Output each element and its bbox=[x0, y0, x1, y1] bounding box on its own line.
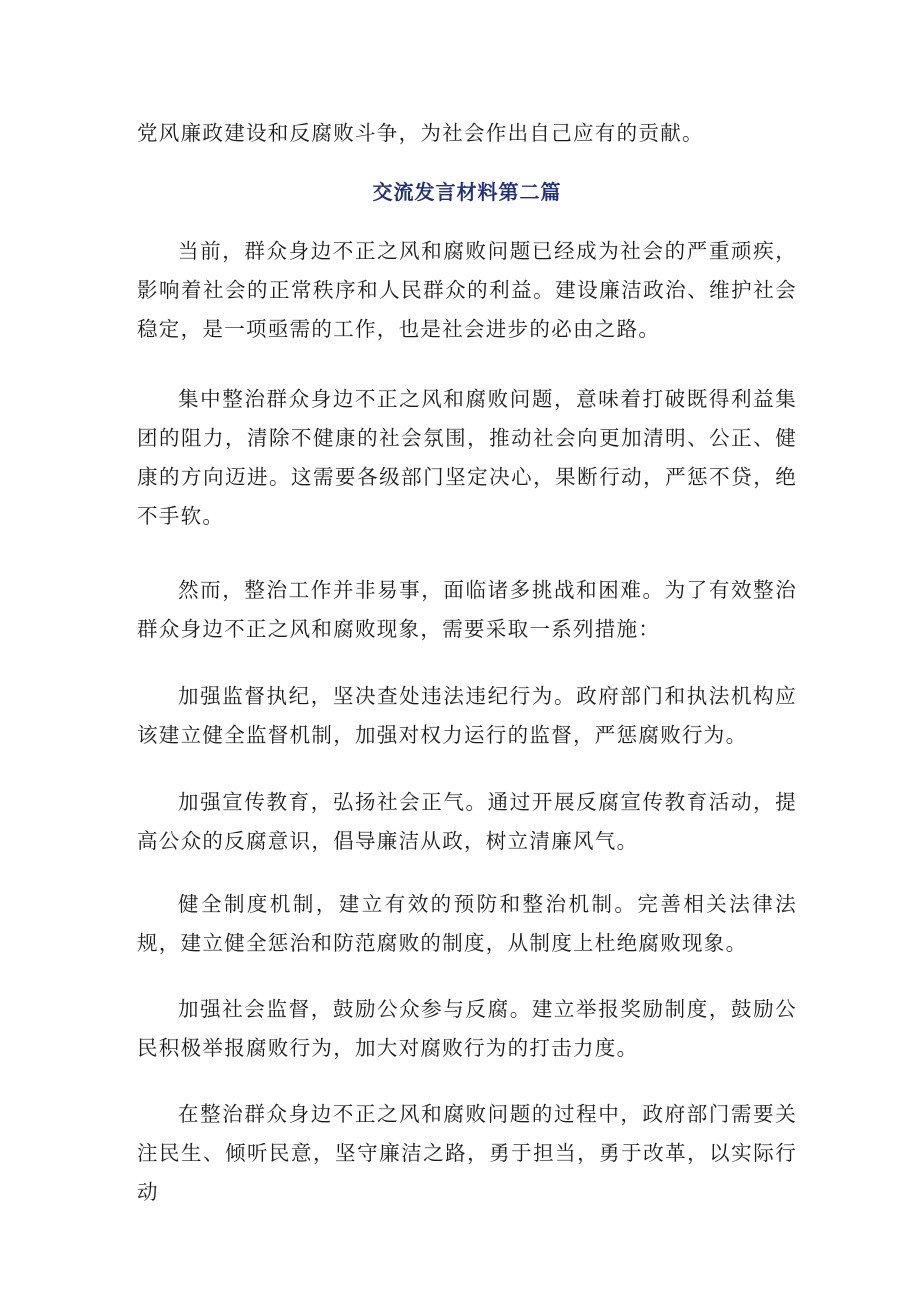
paragraph-4: 加强监督执纪，坚决查处违法违纪行为。政府部门和执法机构应该建立健全监督机制，加强对权力运行的监督，严惩腐败行为。 bbox=[137, 684, 797, 747]
paragraph-7: 加强社会监督，鼓励公众参与反腐。建立举报奖励制度，鼓励公民积极举报腐败行为，加大对腐败行为的打击力度。 bbox=[137, 997, 797, 1060]
paragraph-1: 当前，群众身边不正之风和腐败问题已经成为社会的严重顽疾，影响着社会的正常秩序和人民群众的利益。建设廉洁政治、维护社会稳定，是一项亟需的工作，也是社会进步的必由之路。 bbox=[137, 239, 797, 341]
paragraph-2: 集中整治群众身边不正之风和腐败问题，意味着打破既得利益集团的阻力，清除不健康的社会氛围，推动社会向更加清明、公正、健康的方向迈进。这需要各级部门坚定决心，果断行动，严惩不贷，绝不手软。 bbox=[137, 387, 797, 528]
section-title: 交流发言材料第二篇 bbox=[372, 180, 562, 204]
paragraph-5: 加强宣传教育，弘扬社会正气。通过开展反腐宣传教育活动，提高公众的反腐意识，倡导廉洁从政，树立清廉风气。 bbox=[137, 790, 797, 853]
paragraph-8: 在整治群众身边不正之风和腐败问题的过程中，政府部门需要关注民生、倾听民意，坚守廉洁之路，勇于担当，勇于改革，以实际行动 bbox=[137, 1102, 797, 1204]
carryover-paragraph: 党风廉政建设和反腐败斗争，为社会作出自己应有的贡献。 bbox=[137, 121, 704, 145]
paragraph-3: 然而，整治工作并非易事，面临诸多挑战和困难。为了有效整治群众身边不正之风和腐败现象，需要采取一系列措施： bbox=[137, 578, 797, 641]
paragraph-6: 健全制度机制，建立有效的预防和整治机制。完善相关法律法规，建立健全惩治和防范腐败的制度，从制度上杜绝腐败现象。 bbox=[137, 892, 797, 955]
